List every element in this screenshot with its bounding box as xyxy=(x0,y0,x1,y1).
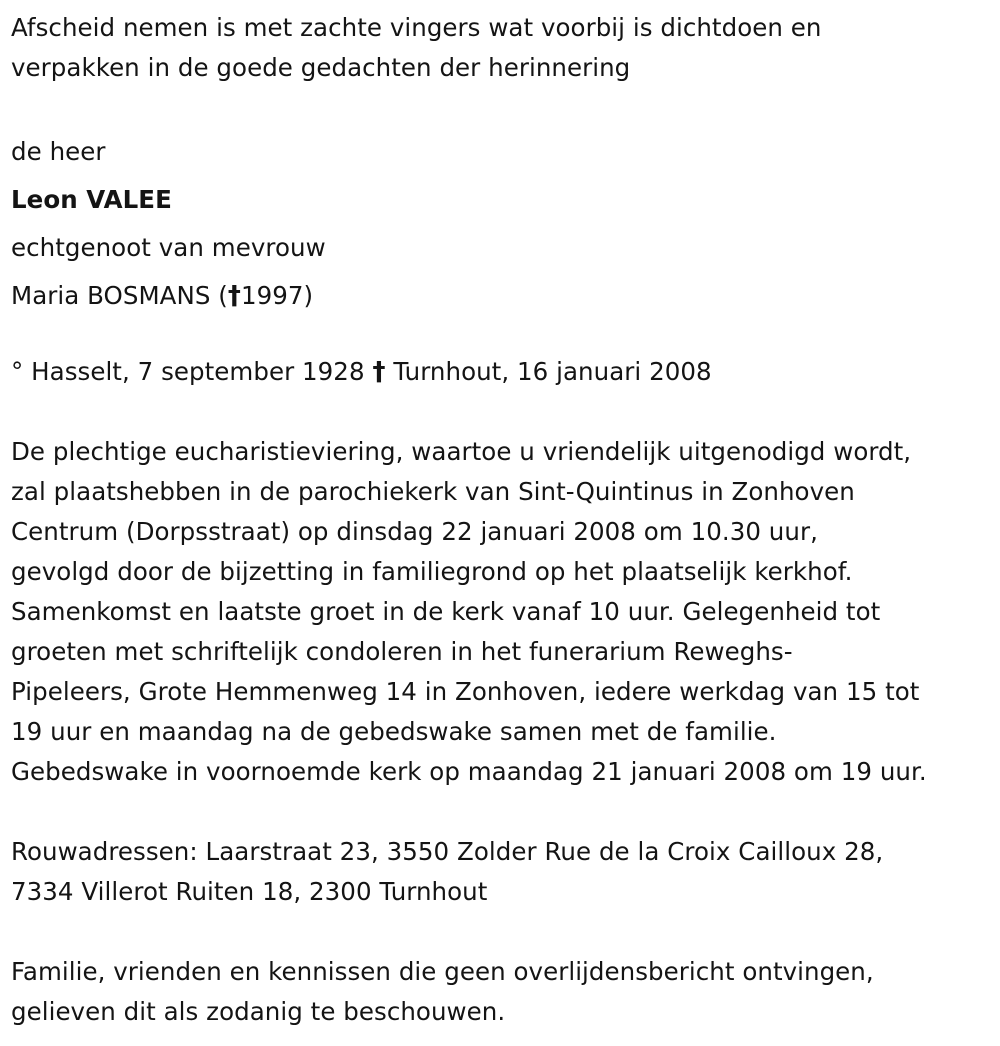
deceased-title: de heer xyxy=(11,137,106,166)
spouse-death-year: 1997) xyxy=(240,281,314,310)
motto-line-1: Afscheid nemen is met zachte vingers wat voorbij is dichtdoen en xyxy=(11,13,822,42)
spacer xyxy=(11,88,996,128)
ceremony-line: Pipeleers, Grote Hemmenweg 14 in Zonhoven, iedere werkdag van 15 tot xyxy=(11,677,920,706)
ceremony-line: zal plaatshebben in de parochiekerk van Sint-Quintinus in Zonhoven xyxy=(11,477,855,506)
ceremony-line: groeten met schriftelijk condoleren in het funerarium Reweghs- xyxy=(11,637,793,666)
addresses-paragraph xyxy=(11,832,996,912)
death-notice xyxy=(11,8,996,1032)
spouse-name: Maria BOSMANS ( xyxy=(11,281,228,310)
spacer xyxy=(11,392,996,432)
cross-icon: † xyxy=(227,281,241,311)
closing-line-1: Familie, vrienden en kennissen die geen overlijdensbericht ontvingen, xyxy=(11,957,874,986)
closing-line-2: gelieven dit als zodanig te beschouwen. xyxy=(11,997,506,1026)
dates-line xyxy=(11,352,996,392)
spacer xyxy=(11,320,996,352)
cross-icon: † xyxy=(372,357,386,387)
spacer xyxy=(11,912,996,952)
ceremony-line: Samenkomst en laatste groet in de kerk vanaf 10 uur. Gelegenheid tot xyxy=(11,597,881,626)
birth-place-date: Hasselt, 7 september 1928 xyxy=(31,357,365,386)
deceased-relation: echtgenoot van mevrouw xyxy=(11,233,326,262)
spouse-line xyxy=(11,272,996,320)
motto xyxy=(11,8,996,88)
deceased-name: Leon VALEE xyxy=(11,185,172,214)
deceased-block xyxy=(11,128,996,320)
ceremony-paragraph xyxy=(11,432,996,792)
ceremony-line: gevolgd door de bijzetting in familiegrond op het plaatselijk kerkhof. xyxy=(11,557,853,586)
motto-line-2: verpakken in de goede gedachten der herinnering xyxy=(11,53,631,82)
death-place-date: Turnhout, 16 januari 2008 xyxy=(393,357,712,386)
closing-paragraph xyxy=(11,952,996,1032)
ceremony-line: De plechtige eucharistieviering, waartoe u vriendelijk uitgenodigd wordt, xyxy=(11,437,912,466)
spacer xyxy=(11,792,996,832)
addresses-line-2: 7334 Villerot Ruiten 18, 2300 Turnhout xyxy=(11,877,488,906)
ceremony-line: Gebedswake in voornoemde kerk op maandag 21 januari 2008 om 19 uur. xyxy=(11,757,927,786)
birth-symbol: ° xyxy=(11,357,24,386)
ceremony-line: Centrum (Dorpsstraat) op dinsdag 22 januari 2008 om 10.30 uur, xyxy=(11,517,818,546)
addresses-line-1: Rouwadressen: Laarstraat 23, 3550 Zolder Rue de la Croix Cailloux 28, xyxy=(11,837,884,866)
ceremony-line: 19 uur en maandag na de gebedswake samen met de familie. xyxy=(11,717,777,746)
